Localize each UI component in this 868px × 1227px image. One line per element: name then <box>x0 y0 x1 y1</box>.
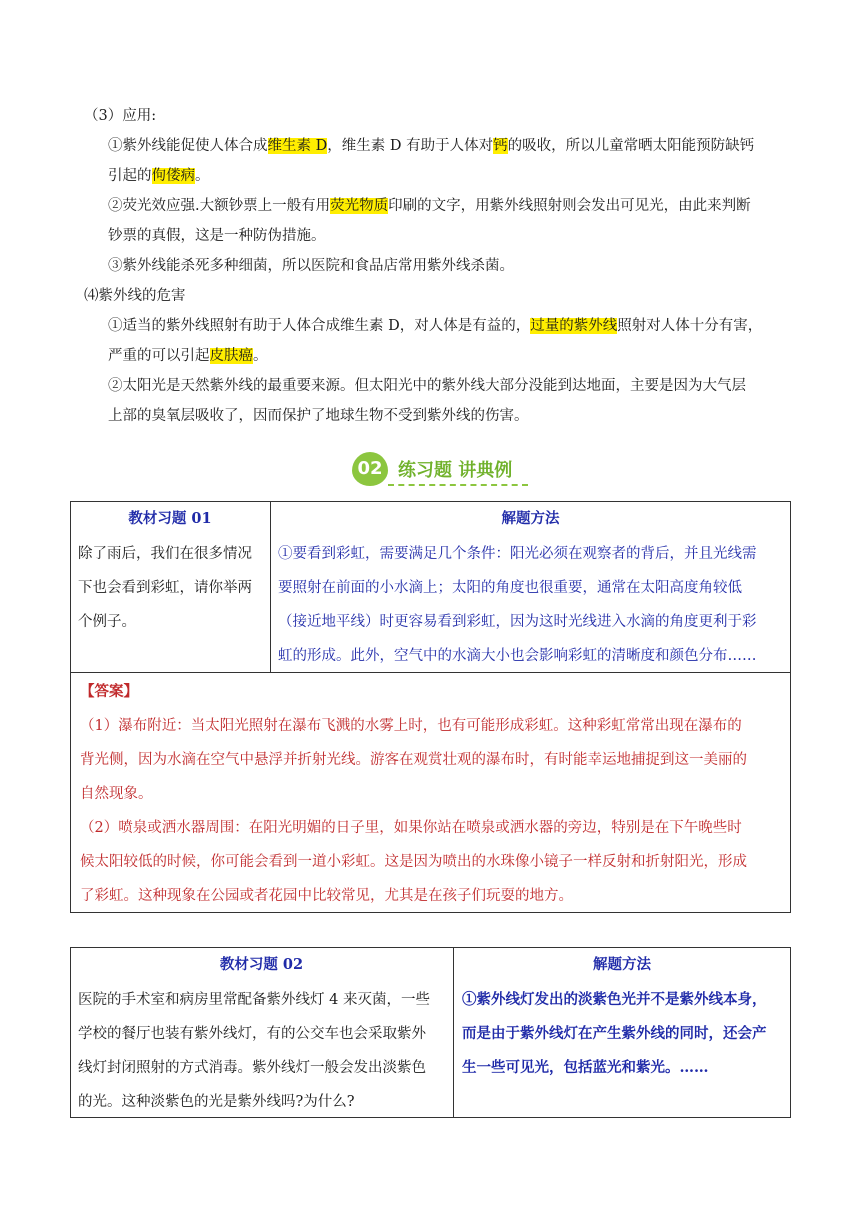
table1-method-line: 要照射在前面的小水滴上；太阳的角度也很重要，通常在太阳高度角较低 <box>278 580 742 596</box>
section3-item2-line2: 钞票的真假，这是一种防伪措施。 <box>108 228 326 244</box>
section4-item2-line1: ②太阳光是天然紫外线的最重要来源。但太阳光中的紫外线大部分没能到达地面，主要是因为大气层 <box>108 378 746 394</box>
banner-underline <box>388 484 528 486</box>
section4-item1-line2: 严重的可以引起皮肤癌。 <box>108 348 268 364</box>
highlight-fluorescent: 荧光物质 <box>330 198 389 214</box>
section-banner <box>352 450 552 490</box>
section4-heading: ⑷紫外线的危害 <box>84 288 186 304</box>
section3-item1-line1: ①紫外线能促使人体合成维生素 D，维生素 D 有助于人体对钙的吸收，所以儿童常晒太阳能预防缺钙 <box>108 138 755 154</box>
highlight-rickets: 佝偻病 <box>151 168 195 184</box>
table1-question-line: 下也会看到彩虹，请你举两 <box>78 580 252 596</box>
table1-answer-line: 了彩虹。这种现象在公园或者花园中比较常见，尤其是在孩子们玩耍的地方。 <box>80 888 573 904</box>
highlight-vitamin-d: 维生素 D <box>267 138 328 154</box>
table1-method-line: ①要看到彩虹，需要满足几个条件：阳光必须在观察者的背后，并且光线需 <box>278 546 757 562</box>
section3-item2-line1: ②荧光效应强.大额钞票上一般有用荧光物质印刷的文字，用紫外线照射则会发出可见光，由此来判断 <box>108 198 751 214</box>
table2-question-line: 学校的餐厅也装有紫外线灯，有的公交车也会采取紫外 <box>78 1026 426 1042</box>
table1-answer-line: 自然现象。 <box>80 786 153 802</box>
table1-answer-line: （1）瀑布附近：当太阳光照射在瀑布飞溅的水雾上时，也有可能形成彩虹。这种彩虹常常出现在瀑布的 <box>80 718 742 734</box>
table2-right-header: 解题方法 <box>593 956 651 973</box>
table2-method-line: 生一些可见光，包括蓝光和紫光。…… <box>462 1059 709 1076</box>
table1-right-header: 解题方法 <box>501 510 560 527</box>
table2-left-header: 教材习题 02 <box>219 956 304 973</box>
table1-left-header: 教材习题 01 <box>128 510 212 527</box>
table1-method-line: （接近地平线）时更容易看到彩虹，因为这时光线进入水滴的角度更利于彩 <box>278 614 757 630</box>
table1-method-line: 虹的形成。此外，空气中的水滴大小也会影响彩虹的清晰度和颜色分布…… <box>278 648 757 664</box>
table1-question-line: 除了雨后，我们在很多情况 <box>78 546 252 562</box>
section4-item2-line2: 上部的臭氧层吸收了，因而保护了地球生物不受到紫外线的伤害。 <box>108 408 529 424</box>
section3-item3: ③紫外线能杀死多种细菌，所以医院和食品店常用紫外线杀菌。 <box>108 258 514 274</box>
highlight-excess-uv: 过量的紫外线 <box>530 318 618 334</box>
section4-item1-line1: ①适当的紫外线照射有助于人体合成维生素 D，对人体是有益的，过量的紫外线照射对人体十分有害， <box>108 318 763 334</box>
table2-question-line: 医院的手术室和病房里常配备紫外线灯 4 来灭菌，一些 <box>78 992 430 1008</box>
table2-method-line: ①紫外线灯发出的淡紫色光并不是紫外线本身， <box>462 991 767 1008</box>
table1-answer-line: （2）喷泉或洒水器周围：在阳光明媚的日子里，如果你站在喷泉或洒水器的旁边，特别是在下午晚些时 <box>80 820 742 836</box>
table1-row-divider <box>70 672 791 673</box>
table1-question-line: 个例子。 <box>78 614 136 630</box>
section-banner-title: 练习题 讲典例 <box>398 460 513 481</box>
table2-question-line: 线灯封闭照射的方式消毒。紫外线灯一般会发出淡紫色 <box>78 1060 426 1076</box>
section3-heading: （3）应用: <box>84 108 157 124</box>
table1-answer-line: 背光侧，因为水滴在空气中悬浮并折射光线。游客在观赏壮观的瀑布时，有时能幸运地捕捉到这一美丽的 <box>80 752 747 768</box>
section3-item1-line2: 引起的佝偻病。 <box>108 168 210 184</box>
table1-answer-label: 【答案】 <box>80 683 138 700</box>
table2-method-line: 而是由于紫外线灯在产生紫外线的同时，还会产 <box>462 1025 767 1042</box>
table1-answer-line: 候太阳较低的时候，你可能会看到一道小彩虹。这是因为喷出的水珠像小镜子一样反射和折射阳光，形成 <box>80 854 747 870</box>
highlight-skin-cancer: 皮肤癌 <box>209 348 253 364</box>
highlight-calcium: 钙 <box>493 138 508 154</box>
table2-question-line: 的光。这种淡紫色的光是紫外线吗?为什么? <box>78 1094 355 1110</box>
section-number-badge: 02 <box>352 452 388 486</box>
